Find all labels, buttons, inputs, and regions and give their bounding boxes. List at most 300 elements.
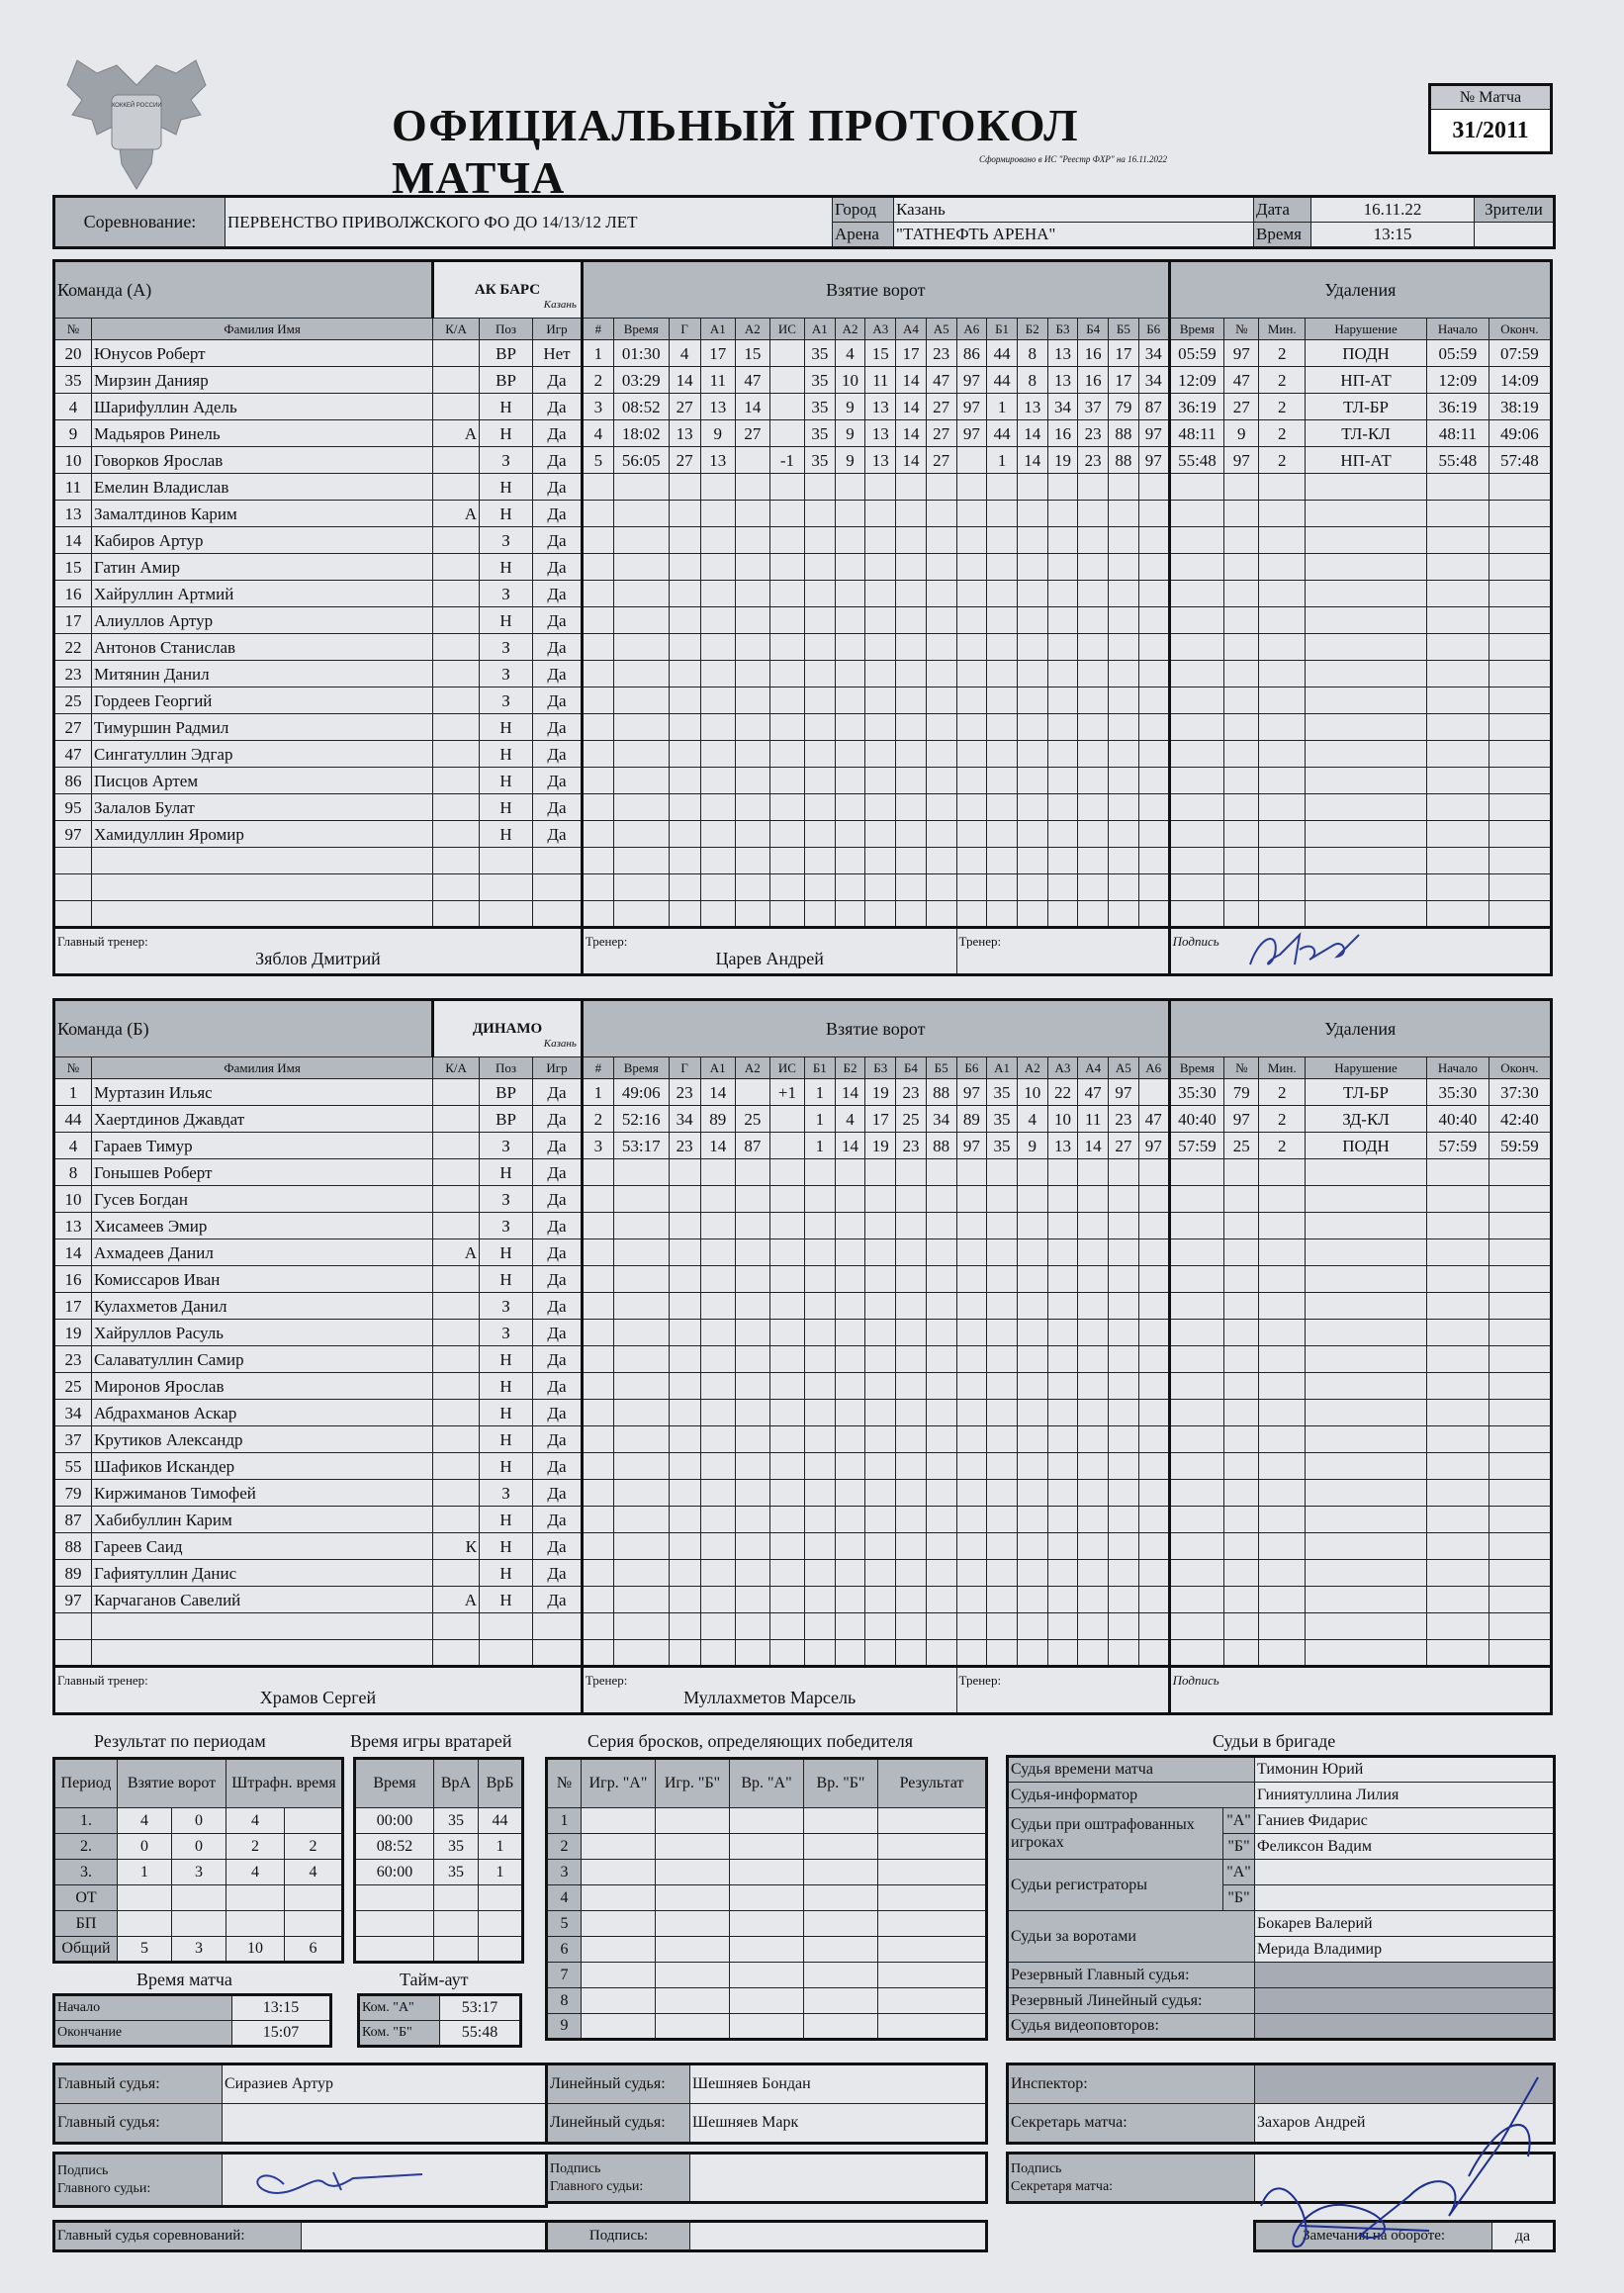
shootout-cell (730, 1937, 804, 1963)
penalty-cell (1426, 901, 1489, 928)
goal-cell (956, 1213, 987, 1239)
player-cell: Да (533, 768, 583, 794)
period-cell: 2 (285, 1834, 343, 1860)
penalty-cell (1259, 1640, 1306, 1667)
player-cell: Да (533, 1560, 583, 1587)
goal-cell (956, 634, 987, 661)
player-cell: Н (480, 501, 533, 527)
goal-judge-1: Бокарев Валерий (1255, 1911, 1555, 1937)
player-cell (433, 1400, 480, 1426)
player-cell: Да (533, 1587, 583, 1613)
goal-cell (582, 794, 613, 821)
goal-cell (865, 1613, 896, 1640)
penalty-cell (1224, 1293, 1259, 1320)
goal-cell: 1 (987, 447, 1018, 474)
goal-cell (896, 474, 927, 501)
goal-cell (582, 768, 613, 794)
penalty-cell: 12:09 (1169, 367, 1224, 394)
goal-cell (582, 1533, 613, 1560)
table-row (54, 1587, 1552, 1613)
goal-cell: 03:29 (614, 367, 670, 394)
signature-label: Подпись Главного судьи: (547, 2154, 690, 2203)
penalty-cell (1224, 741, 1259, 768)
goal-cell (769, 741, 804, 768)
goal-cell (865, 474, 896, 501)
player-cell: Н (480, 1507, 533, 1533)
goal-cell (669, 821, 700, 848)
penalty-cell (1489, 1587, 1551, 1613)
penalty-cell (1306, 794, 1427, 821)
table-row (54, 367, 1552, 394)
goal-cell (896, 1373, 927, 1400)
goal-cell (1078, 1533, 1109, 1560)
goal-cell (865, 714, 896, 741)
goal-cell: 34 (926, 1106, 956, 1133)
penalty-cell (1306, 741, 1427, 768)
table-row (547, 1808, 987, 1834)
penalty-cell (1426, 1293, 1489, 1320)
penalty-cell (1169, 661, 1224, 688)
player-cell (92, 848, 433, 874)
penalty-cell: 14:09 (1489, 367, 1551, 394)
penalty-cell (1426, 474, 1489, 501)
goal-col-header: # (582, 319, 613, 340)
goal-cell (1047, 1480, 1078, 1507)
player-cell: Н (480, 1533, 533, 1560)
player-col-header: № (54, 319, 92, 340)
goal-cell (956, 661, 987, 688)
goal-cell (1138, 1373, 1169, 1400)
shootout-cell (656, 2014, 730, 2040)
goal-cell (865, 901, 896, 928)
onice-col-header: Б2 (835, 1057, 865, 1079)
goal-cell (735, 474, 769, 501)
goal-cell (805, 848, 836, 874)
goal-cell (926, 741, 956, 768)
goal-cell (769, 1560, 804, 1587)
goal-cell (700, 1640, 735, 1667)
goal-cell (835, 554, 865, 581)
goal-cell (804, 1426, 835, 1453)
penalty-col-header: Время (1169, 319, 1224, 340)
sign-label: Подпись: (547, 2222, 690, 2251)
goal-cell (865, 1186, 896, 1213)
goal-cell: 47 (926, 367, 956, 394)
goal-cell (582, 474, 613, 501)
goal-cell (805, 527, 836, 554)
player-cell: Да (533, 1453, 583, 1480)
goal-cell (804, 1453, 835, 1480)
penalty-cell: 05:59 (1426, 340, 1489, 367)
player-cell: Комиссаров Иван (92, 1266, 433, 1293)
goal-cell (1138, 661, 1169, 688)
player-cell: 17 (54, 1293, 92, 1320)
goal-cell (1078, 1373, 1109, 1400)
goal-cell (669, 1453, 700, 1480)
goal-cell (926, 581, 956, 607)
table-row (54, 768, 1552, 794)
goal-cell (769, 394, 804, 420)
goal-cell (805, 607, 836, 634)
table-row (54, 1453, 1552, 1480)
table-row (54, 447, 1552, 474)
goal-cell (700, 501, 735, 527)
shootout-table (545, 1757, 988, 2041)
player-cell: Н (480, 420, 533, 447)
goal-cell (614, 848, 670, 874)
goal-cell (956, 1186, 987, 1213)
team_b-table (52, 998, 1553, 1715)
shootout-cell (582, 1988, 656, 2014)
goal-cell (956, 1507, 987, 1533)
goal-cell (987, 1613, 1018, 1640)
goal-cell (582, 714, 613, 741)
player-cell: З (480, 1213, 533, 1239)
goal-cell: 13 (1047, 367, 1078, 394)
onice-col-header: А1 (805, 319, 836, 340)
goal-cell (1017, 874, 1047, 901)
goal-cell (769, 1346, 804, 1373)
goal-cell (735, 1613, 769, 1640)
goal-cell (1078, 1587, 1109, 1613)
goal-cell: 14 (896, 367, 927, 394)
table-row (54, 340, 1552, 367)
goal-cell: 47 (1078, 1079, 1109, 1106)
goal-cell: 25 (735, 1106, 769, 1133)
goal-cell (614, 501, 670, 527)
penalty-col-header: Мин. (1259, 319, 1306, 340)
goal-cell (735, 848, 769, 874)
player-cell: Хисамеев Эмир (92, 1213, 433, 1239)
player-cell: 44 (54, 1106, 92, 1133)
goal-cell (1078, 1159, 1109, 1186)
goal-cell (835, 848, 865, 874)
penalty-cell (1489, 1507, 1551, 1533)
penalty-cell: 59:59 (1489, 1133, 1551, 1159)
goal-cell (865, 1426, 896, 1453)
player-cell (54, 874, 92, 901)
goal-cell (835, 821, 865, 848)
penalty-cell: 25 (1224, 1133, 1259, 1159)
player-cell: З (480, 527, 533, 554)
penalty-cell (1426, 1400, 1489, 1426)
goal-cell (613, 1640, 669, 1667)
generated-note: Сформировано в ИС "Реестр ФХР" на 16.11.2022 (979, 154, 1167, 164)
timeout-table (357, 1993, 522, 2048)
penalty-cell (1224, 768, 1259, 794)
goal-cell (1047, 1346, 1078, 1373)
player-cell: 47 (54, 741, 92, 768)
onice-col-header: А2 (1017, 1057, 1047, 1079)
goal-cell (956, 768, 987, 794)
goal-cell: 13 (865, 420, 896, 447)
player-cell: Тимуршин Радмил (92, 714, 433, 741)
penalty-cell (1426, 1587, 1489, 1613)
referees-title: Судьи в бригаде (1213, 1731, 1336, 1751)
goal-cell (896, 1480, 927, 1507)
player-cell: Говорков Ярослав (92, 447, 433, 474)
penalty-cell (1426, 1507, 1489, 1533)
goal-cell (582, 1346, 613, 1373)
table-row (54, 474, 1552, 501)
goal-cell (1047, 901, 1078, 928)
shootout-cell (582, 1834, 656, 1860)
goal-cell (1017, 1426, 1047, 1453)
goal-cell (700, 901, 735, 928)
signature-cell: Подпись (1169, 928, 1551, 975)
player-cell (433, 1453, 480, 1480)
goal-cell (926, 1159, 956, 1186)
goal-cell (896, 874, 927, 901)
penalty-cell: 79 (1224, 1079, 1259, 1106)
informer: Гиниятуллина Лилия (1255, 1783, 1555, 1808)
penalty-cell (1489, 554, 1551, 581)
period-cell (118, 1911, 172, 1937)
goal-cell (1078, 607, 1109, 634)
goal-cell (1138, 607, 1169, 634)
goal-cell (735, 1293, 769, 1320)
penalty-cell (1426, 688, 1489, 714)
goalie-col: ВрБ (479, 1759, 523, 1808)
goal-cell (804, 1293, 835, 1320)
table-row (54, 874, 1552, 901)
shootout-cell (878, 1808, 987, 1834)
player-cell: Да (533, 714, 583, 741)
player-cell: Да (533, 794, 583, 821)
penalty-cell (1426, 1213, 1489, 1239)
goal-cell (669, 1613, 700, 1640)
city-label: Город (833, 197, 894, 223)
player-cell (433, 1079, 480, 1106)
table-row (355, 1860, 523, 1885)
goal-cell (956, 741, 987, 768)
goal-cell (769, 1266, 804, 1293)
goal-cell (735, 1213, 769, 1239)
table-row (54, 1560, 1552, 1587)
goal-cell: 97 (1138, 447, 1169, 474)
goal-cell: 97 (956, 1079, 987, 1106)
goal-cell (896, 1533, 927, 1560)
secretary-signature (1255, 2154, 1555, 2203)
player-cell (433, 554, 480, 581)
shootout-cell (730, 1860, 804, 1885)
goals-col: Взятие ворот (118, 1759, 226, 1808)
player-cell (433, 714, 480, 741)
player-cell: Да (533, 688, 583, 714)
penalty-cell (1489, 634, 1551, 661)
goal-cell (956, 1533, 987, 1560)
penalty-cell (1259, 1346, 1306, 1373)
table-row (54, 554, 1552, 581)
goal-cell (669, 1560, 700, 1587)
goal-cell (669, 1426, 700, 1453)
goal-cell (769, 1133, 804, 1159)
goal-cell (700, 1293, 735, 1320)
penalty-cell (1489, 1346, 1551, 1373)
goal-cell: 13 (865, 447, 896, 474)
goal-cell (1109, 1453, 1139, 1480)
table-row (54, 1400, 1552, 1426)
team-a-section (52, 259, 1553, 988)
goal-cell: 4 (582, 420, 613, 447)
goal-cell (700, 794, 735, 821)
goal-cell (805, 634, 836, 661)
penalty-cell (1306, 1587, 1427, 1613)
goal-cell (769, 1239, 804, 1266)
goal-cell (926, 1266, 956, 1293)
player-cell (92, 874, 433, 901)
goal-cell (896, 554, 927, 581)
penalty-cell (1169, 1613, 1224, 1640)
goal-cell (1109, 768, 1139, 794)
goal-cell (896, 1587, 927, 1613)
penalty-cell (1259, 1186, 1306, 1213)
penalty-cell (1306, 1453, 1427, 1480)
goal-cell: 14 (1017, 420, 1047, 447)
table-row (54, 794, 1552, 821)
penalty-cell (1169, 1426, 1224, 1453)
penalty-cell: 40:40 (1169, 1106, 1224, 1133)
penalty-cell (1169, 1239, 1224, 1266)
goal-cell (669, 1159, 700, 1186)
head-coach-cell: Главный тренер: Храмов Сергей (54, 1667, 583, 1714)
goal-cell (865, 768, 896, 794)
penalty-cell: 37:30 (1489, 1079, 1551, 1106)
penalty-cell (1169, 1213, 1224, 1239)
goal-cell (735, 1560, 769, 1587)
onice-col-header: А3 (865, 319, 896, 340)
period-cell: БП (54, 1911, 118, 1937)
goal-col-header: ИС (769, 1057, 804, 1079)
player-cell (433, 1613, 480, 1640)
goal-cell (1047, 1320, 1078, 1346)
player-cell: Да (533, 581, 583, 607)
goal-cell (1017, 1587, 1047, 1613)
penalty-cell (1259, 1426, 1306, 1453)
goal-cell (926, 768, 956, 794)
player-cell: 10 (54, 1186, 92, 1213)
goal-cell (769, 474, 804, 501)
penalty-cell (1224, 821, 1259, 848)
goal-cell (865, 1640, 896, 1667)
period-cell: 4 (226, 1808, 285, 1834)
goal-cell (1109, 848, 1139, 874)
player-cell (480, 901, 533, 928)
goal-cell (1109, 1373, 1139, 1400)
goal-cell (1017, 714, 1047, 741)
goal-cell (1017, 634, 1047, 661)
table-row (54, 394, 1552, 420)
penalty-cell (1224, 607, 1259, 634)
goal-cell (987, 1480, 1018, 1507)
goal-cell (956, 1560, 987, 1587)
match-number: 31/2011 (1452, 118, 1529, 143)
goal-cell (735, 1480, 769, 1507)
goal-cell (1109, 741, 1139, 768)
player-cell: Н (480, 768, 533, 794)
penalty-cell (1259, 848, 1306, 874)
player-cell: Да (533, 420, 583, 447)
player-cell: А (433, 1239, 480, 1266)
goal-cell (700, 1373, 735, 1400)
table-row (54, 1426, 1552, 1453)
player-cell: Н (480, 1373, 533, 1400)
shootout-num: 1 (547, 1808, 582, 1834)
goal-col-header: Время (614, 319, 670, 340)
player-cell: Замалтдинов Карим (92, 501, 433, 527)
goal-cell (805, 501, 836, 527)
goal-cell (896, 1560, 927, 1587)
penalty-cell: 2 (1259, 367, 1306, 394)
penalty-cell: 38:19 (1489, 394, 1551, 420)
goal-cell (1138, 821, 1169, 848)
player-cell (433, 741, 480, 768)
goal-cell (956, 1613, 987, 1640)
penalty-cell (1259, 1480, 1306, 1507)
penalty-cell (1306, 607, 1427, 634)
goal-cell (804, 1213, 835, 1239)
goal-cell (614, 634, 670, 661)
shootout-cell (878, 1937, 987, 1963)
goal-cell (735, 1159, 769, 1186)
goal-cell (1138, 1560, 1169, 1587)
shootout-cell (878, 2014, 987, 2040)
goal-cell (735, 794, 769, 821)
goal-cell (865, 1400, 896, 1426)
goal-cell: 13 (1017, 394, 1047, 420)
player-cell: Миронов Ярослав (92, 1373, 433, 1400)
match-time-title: Время матча (136, 1970, 232, 1989)
goal-cell (1017, 768, 1047, 794)
player-cell: Абдрахманов Аскар (92, 1400, 433, 1426)
goal-cell (805, 768, 836, 794)
goal-cell: 14 (896, 420, 927, 447)
goal-cell (896, 1346, 927, 1373)
player-cell: Да (533, 554, 583, 581)
onice-col-header: Б5 (926, 1057, 956, 1079)
goal-cell (896, 1266, 927, 1293)
penalty-cell: 35:30 (1169, 1079, 1224, 1106)
goal-cell: 23 (1109, 1106, 1139, 1133)
goal-cell (669, 794, 700, 821)
main-referee-signature (223, 2154, 547, 2207)
penalty-cell (1306, 634, 1427, 661)
main-referee-signature-2 (690, 2154, 987, 2203)
penalty-cell (1426, 581, 1489, 607)
player-cell: Муртазин Ильяс (92, 1079, 433, 1106)
goal-cell: 19 (1047, 447, 1078, 474)
period-cell: 4 (285, 1860, 343, 1885)
main-referee-signature-box-2 (545, 2152, 988, 2204)
player-cell: 13 (54, 501, 92, 527)
player-cell (433, 1186, 480, 1213)
goal-cell: 9 (835, 447, 865, 474)
match-number-box (1428, 83, 1553, 154)
goal-cell (1078, 1239, 1109, 1266)
goal-col-header: А2 (735, 319, 769, 340)
penalty-cell (1224, 1613, 1259, 1640)
goal-cell (926, 714, 956, 741)
penalty-cell (1169, 1293, 1224, 1320)
goal-cell (1109, 1560, 1139, 1587)
goal-cell (769, 821, 804, 848)
penalty-cell (1306, 768, 1427, 794)
goal-cell (835, 1480, 865, 1507)
shootout-cell (878, 1911, 987, 1937)
penalty-cell (1169, 1560, 1224, 1587)
goal-cell (1109, 1159, 1139, 1186)
goal-cell (804, 1266, 835, 1293)
